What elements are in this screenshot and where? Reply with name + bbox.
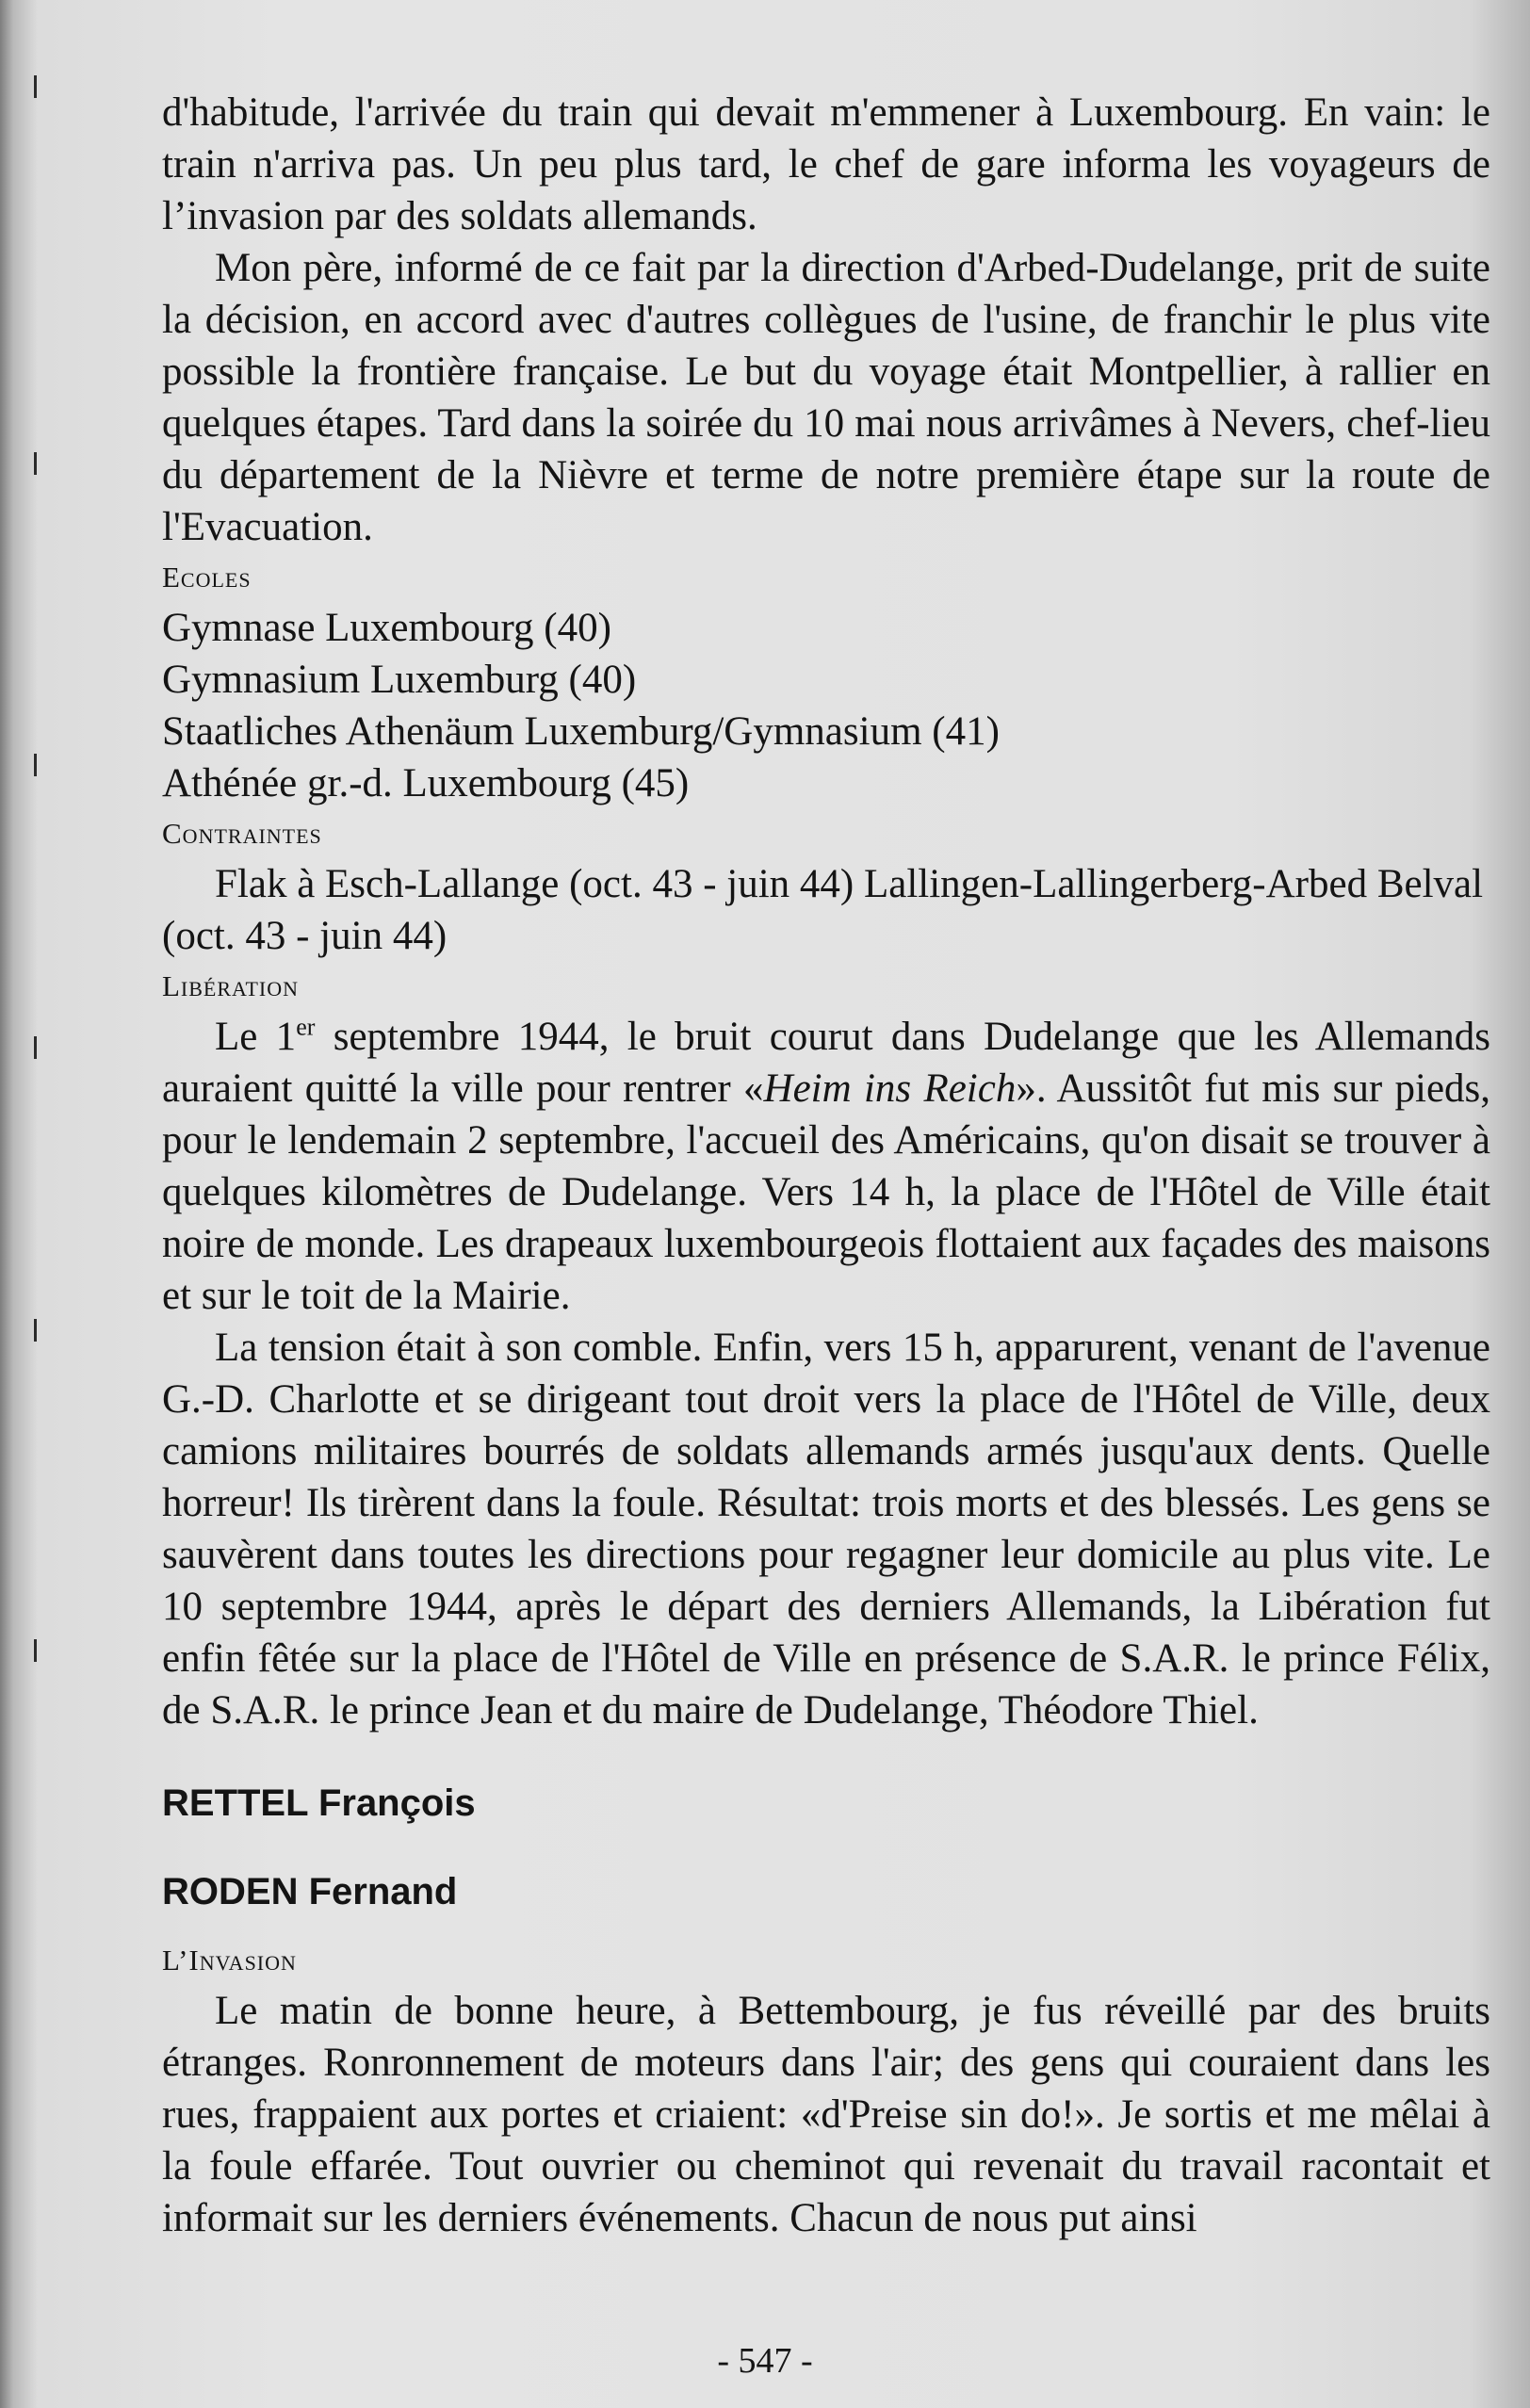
ordinal-superscript: er <box>296 1013 316 1041</box>
intro-paragraph: d'habitude, l'arrivée du train qui devait m'emmener à Luxembourg. En vain: le train n'arriva pas. Un peu plus tard, le chef de gare informa les voyageurs de l’invasion par des soldats allemands. <box>162 90 1490 238</box>
liberation-heading: Libération <box>162 969 300 1002</box>
binding-mark <box>34 754 37 776</box>
person-name-roden: RODEN Fernand <box>162 1871 458 1912</box>
binding-mark <box>34 1639 37 1662</box>
liberation-text-start: Le 1 <box>215 1015 297 1059</box>
invasion-paragraph: Le matin de bonne heure, à Bettembourg, je fus réveillé par des bruits étranges. Ronronnement de moteurs dans l'air; des gens qui couraient dans les rues, frappaient aux portes et criaient: «d'Preise sin do!». Je sortis et me mêlai à la foule effarée. Tout ouvrier ou cheminot qui revenait du travail racontait et informait sur les derniers événements. Chacun de nous put ainsi <box>162 1989 1490 2240</box>
evacuation-paragraph: Mon père, informé de ce fait par la direction d'Arbed-Dudelange, prit de suite la décision, en accord avec d'autres collègues de l'usine, de franchir le plus vite possible la frontière française. Le but du voyage était Montpellier, à rallier en quelques étapes. Tard dans la soirée du 10 mai nous arrivâmes à Nevers, chef-lieu du département de la Nièvre et terme de notre première étape sur la route de l'Evacuation. <box>162 246 1490 549</box>
binding-mark <box>34 1036 37 1059</box>
liberation-text-middle: septembre 1944, le bruit courut dans Dudelange que les Allemands auraient quitté la ville pour rentrer « <box>162 1015 1491 1111</box>
person-name-rettel: RETTEL François <box>162 1782 476 1824</box>
binding-mark <box>34 1319 37 1342</box>
school-item: Staatliches Athenäum Luxemburg/Gymnasium (41) <box>162 709 1000 754</box>
contraintes-paragraph: Flak à Esch-Lallange (oct. 43 - juin 44) Lallingen-Lallingerberg-Arbed Belval (oct. 43 - juin 44) <box>162 862 1484 958</box>
school-item: Gymnase Luxembourg (40) <box>162 606 611 650</box>
liberation-paragraph-1 <box>162 1011 1490 1322</box>
binding-mark <box>34 452 37 475</box>
school-item: Gymnasium Luxemburg (40) <box>162 658 637 702</box>
binding-edge <box>34 57 40 1941</box>
liberation-paragraph-2: La tension était à son comble. Enfin, vers 15 h, apparurent, venant de l'avenue G.-D. Charlotte et se dirigeant tout droit vers la place de l'Hôtel de Ville, deux camions militaires bourrés de soldats allemands armés jusqu'aux dents. Quelle horreur! Ils tirèrent dans la foule. Résultat: trois morts et des blessés. Les gens se sauvèrent dans toutes les directions pour regagner leur domicile au plus vite. Le 10 septembre 1944, après le départ des derniers Allemands, la Libération fut enfin fêtée sur la place de l'Hôtel de Ville en présence de S.A.R. le prince Félix, de S.A.R. le prince Jean et du maire de Dudelange, Théodore Thiel. <box>162 1326 1490 1733</box>
page-number: - 547 - <box>717 2341 813 2381</box>
contraintes-heading: Contraintes <box>162 817 322 850</box>
school-item: Athénée gr.-d. Luxembourg (45) <box>162 761 690 805</box>
ecoles-heading: Ecoles <box>162 561 252 594</box>
binding-mark <box>34 75 37 98</box>
page-text <box>162 87 1490 2244</box>
liberation-text-end: ». Aussitôt fut mis sur pieds, pour le lendemain 2 septembre, l'accueil des Américains, qu'on disait se trouver à quelques kilomètres de Dudelange. Vers 14 h, la place de l'Hôtel de Ville était noire de monde. Les drapeaux luxembourgeois flottaient aux façades des maisons et sur le toit de la Mairie. <box>162 1066 1491 1318</box>
invasion-heading: L’Invasion <box>162 1944 297 1977</box>
heim-ins-reich-quote: Heim ins Reich <box>763 1066 1017 1111</box>
